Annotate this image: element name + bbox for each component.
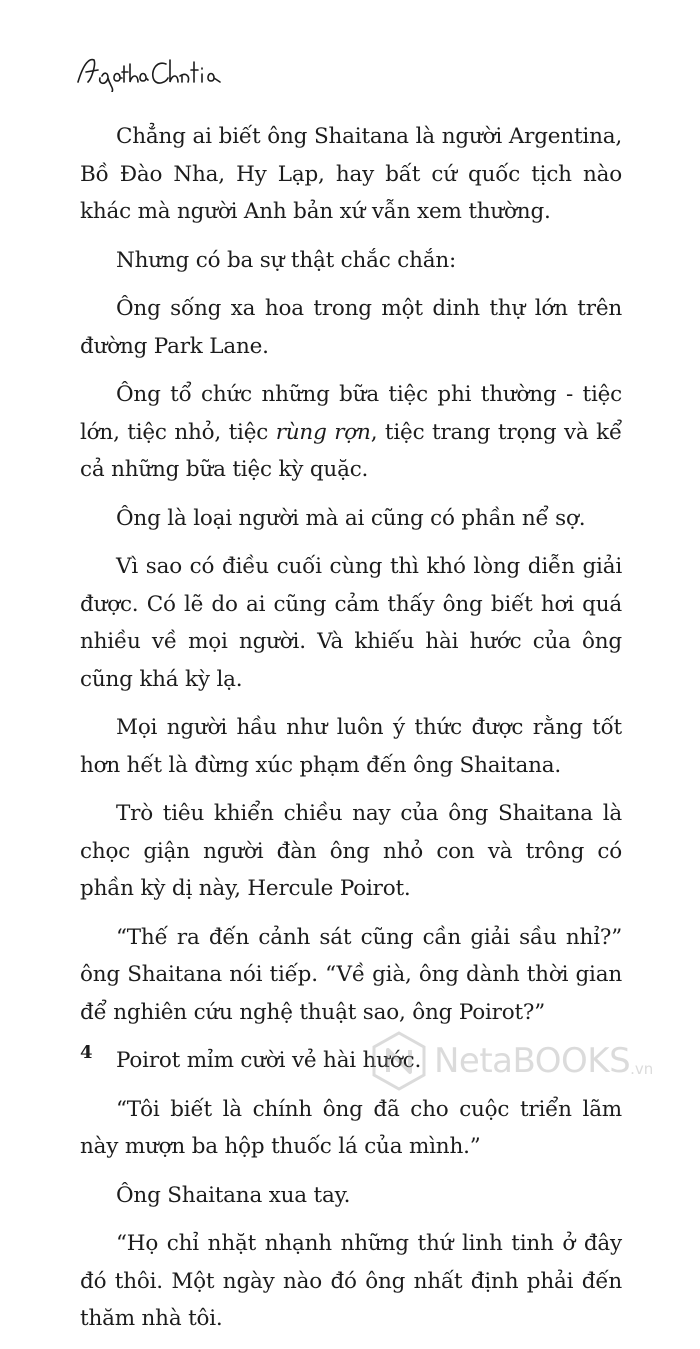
italic-phrase: rùng rợn bbox=[275, 419, 371, 445]
paragraph: Poirot mỉm cười vẻ hài hước. bbox=[116, 1048, 422, 1073]
paragraph: “Họ chỉ nhặt nhạnh những thứ linh tinh ở đây đó thôi. Một ngày nào đó ông nhất định phải đến thăm nhà tôi. bbox=[80, 1231, 622, 1331]
watermark-suffix: .vn bbox=[630, 1060, 654, 1078]
paragraph: Ông là loại người mà ai cũng có phần nể sợ. bbox=[116, 505, 586, 531]
paragraph: Vì sao có điều cuối cùng thì khó lòng diễn giải được. Có lẽ do ai cũng cảm thấy ông biết hơi quá nhiều về mọi người. Và khiếu hài hước của ông cũng khá kỳ lạ. bbox=[80, 554, 622, 692]
watermark-brand: NetaBOOKS bbox=[434, 1041, 631, 1081]
paragraph: Nhưng có ba sự thật chắc chắn: bbox=[116, 247, 457, 273]
signature-logo bbox=[74, 48, 234, 92]
paragraph: “Thế ra đến cảnh sát cũng cần giải sầu nhỉ?” ông Shaitana nói tiếp. “Về già, ông dành thời gian để nghiên cứu nghệ thuật sao, ông Poirot?” bbox=[80, 924, 622, 1025]
paragraph: Ông tổ chức những bữa tiệc phi thường - tiệc lớn, tiệc nhỏ, tiệc rùng rợn, tiệc trang trọng và kể cả những bữa tiệc kỳ quặc. bbox=[80, 382, 622, 482]
paragraph: “Tôi biết là chính ông đã cho cuộc triển lãm này mượn ba hộp thuốc lá của mình.” bbox=[80, 1096, 622, 1159]
body-text bbox=[80, 118, 622, 1349]
author-signature bbox=[74, 48, 234, 92]
paragraph: Chẳng ai biết ông Shaitana là người Argentina, Bồ Đào Nha, Hy Lạp, hay bất cứ quốc tịch nào khác mà người Anh bản xứ vẫn xem thường. bbox=[80, 124, 622, 224]
netabooks-logo-icon bbox=[368, 1030, 430, 1092]
page-number: 4 bbox=[80, 1042, 93, 1063]
paragraph: Mọi người hầu như luôn ý thức được rằng tốt hơn hết là đừng xúc phạm đến ông Shaitana. bbox=[80, 715, 622, 778]
paragraph: Ông sống xa hoa trong một dinh thự lớn trên đường Park Lane. bbox=[80, 296, 622, 359]
watermark bbox=[368, 1026, 688, 1096]
paragraph: Ông Shaitana xua tay. bbox=[116, 1182, 351, 1208]
paragraph: Trò tiêu khiển chiều nay của ông Shaitana là chọc giận người đàn ông nhỏ con và trông có phần kỳ dị này, Hercule Poirot. bbox=[80, 801, 622, 901]
